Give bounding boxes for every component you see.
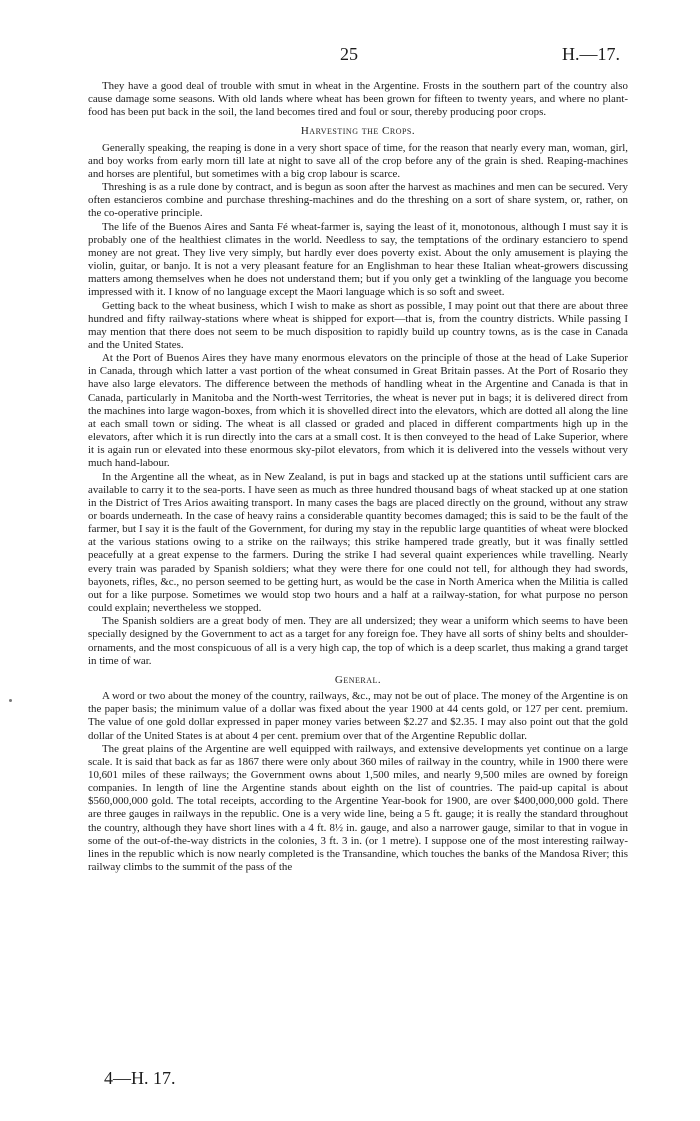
paragraph: Getting back to the wheat business, which I wish to make as short as possible, I may point out that there are about three hundred and fifty railway-stations where wheat is shipped for export—that is, from the country districts. While passing I may mention that there does not seem to be much disposition to rapidly build up country towns, as is the case in Canada and the United States. [88,299,628,351]
paragraph: The life of the Buenos Aires and Santa Fé wheat-farmer is, saying the least of it, monotonous, although I must say it is probably one of the healthiest climates in the world. Needless to say, the temptations of the ordinary estanciero to spend money are not great. They live very simply, but hardly ever does poverty exist. About the only amusement is playing the violin, guitar, or banjo. It is not a very pleasant feature for an Englishman to hear these Italian wheat-growers discussing matters among themselves when he does not understand them; but if you only get a twinkling of the language you become impressed with it. I know of no language except the Maori language which is so soft and sweet. [88,220,628,299]
paragraph: At the Port of Buenos Aires they have many enormous elevators on the principle of those at the head of Lake Superior in Canada, through which latter a vast portion of the wheat consumed in Great Britain passes. At the Port of Rosario they have also large elevators. The difference between the methods of handling wheat in the Argentine and Canada is that in Canada, particularly in Manitoba and the North-west Territories, the wheat is never put in bags; it is delivered direct from the machines into large wagon-boxes, from which it is shovelled direct into the elevators, which are dotted all along the line at each small town or siding. The wheat is all classed or graded and placed in different compartments high up in the elevators, after which it is run directly into the cars at a small cost. It is then conveyed to the head of Lake Superior, where it is again run or elevated into these enormous sky-pilot elevators, from which it is delivered into the vessels without very much hand-labour. [88,352,628,470]
page-number: 25 [340,44,358,64]
paragraph: Threshing is as a rule done by contract, and is begun as soon after the harvest as machines and men can be secured. Very often estancieros combine and purchase threshing-machines and do the threshing on a sort of share system, or, rather, on the co-operative principle. [88,181,628,220]
paragraph: In the Argentine all the wheat, as in New Zealand, is put in bags and stacked up at the stations until sufficient cars are available to carry it to the sea-ports. I have seen as much as three hundred thousand bags of wheat stacked up at one station in the District of Tres Arios awaiting transport. In many cases the bags are placed directly on the ground, without any straw or boards underneath. In the case of heavy rains a considerable quantity becomes damaged; this is said to be the fault of the farmer, but I say it is the fault of the Government, for during my stay in the republic large quantities of wheat were blocked at the various stations owing to a strike on the railways; this strike hampered trade greatly, but it was finally settled peacefully at a great expense to the farmers. During the strike I had several quaint experiences while travelling. Nearly every train was paraded by Spanish soldiers; what they were there for one could not tell, for although they had swords, bayonets, rifles, &c., no person seemed to be getting hurt, as would be the case in North America when the Militia is called out for a like purpose. Sometimes we would stop two hours and a half at a railway-station, for what purpose no person could explain; nevertheless we stopped. [88,470,628,615]
paragraph: The Spanish soldiers are a great body of men. They are all undersized; they wear a uniform which seems to have been specially designed by the Government to act as a target for any foreign foe. They have all sorts of shiny belts and shoulder-ornaments, and the most conspicuous of all is a very high cap, the top of which is a deep scarlet, thus making a grand target in time of war. [88,615,628,667]
section-heading-general: General. [334,673,382,686]
paragraph: They have a good deal of trouble with smut in wheat in the Argentine. Frosts in the southern part of the country also cause damage some seasons. With old lands where wheat has been grown for fifteen to twenty years, and where no plant-food has been put back in the soil, the land becomes tired and foul or sour, thereby producing poor crops. [88,80,628,119]
paragraph: A word or two about the money of the country, railways, &c., may not be out of place. The money of the Argentine is on the paper basis; the minimum value of a dollar was fixed about the year 1900 at 44 cents gold, or 127 per cent. premium. The value of one gold dollar expressed in paper money varies between $2.27 and $2.35. I may also point out that the gold dollar of the United States is at about 4 per cent. premium over that of the Argentine Republic dollar. [88,690,628,742]
paragraph: The great plains of the Argentine are well equipped with railways, and extensive developments yet continue on a large scale. It is said that back as far as 1867 there were only about 360 miles of railway in the country, while in 1900 there were 10,601 miles of these railways; the Government owns about 1,500 miles, and nearly 9,500 miles are owned by foreign companies. In length of line the Argentine stands about eighth on the list of countries. The paid-up capital is about $560,000,000 gold. The total receipts, according to the Argentine Year-book for 1900, are over $400,000,000 gold. There are three gauges in railways in the republic. One is a very wide line, being a 5 ft. gauge; it is really the standard throughout the country, although they have short lines with a 4 ft. 8½ in. gauge, and also a narrower gauge, similar to that in vogue in some of the out-of-the-way districts in the colonies, 3 ft. 3 in. (or 1 metre). I suppose one of the most interesting railway-lines in the republic which is now nearly completed is the Transandine, which touches the banks of the Mandosa River; this railway climbs to the summit of the pass of the [88,742,628,874]
section-heading-harvesting: Harvesting the Crops. [300,125,416,138]
document-reference: H.—17. [562,44,620,64]
document-body [88,80,628,874]
paragraph: Generally speaking, the reaping is done in a very short space of time, for the reason that nearly every man, woman, girl, and boy works from early morn till late at night to save all of the crop before any of the grain is shed. Reaping-machines and horses are plentiful, but sometimes with a big crop labour is scarce. [88,141,628,180]
page-footer-signature: 4—H. 17. [104,1068,176,1088]
margin-speck [9,699,12,702]
page-header [0,44,700,68]
